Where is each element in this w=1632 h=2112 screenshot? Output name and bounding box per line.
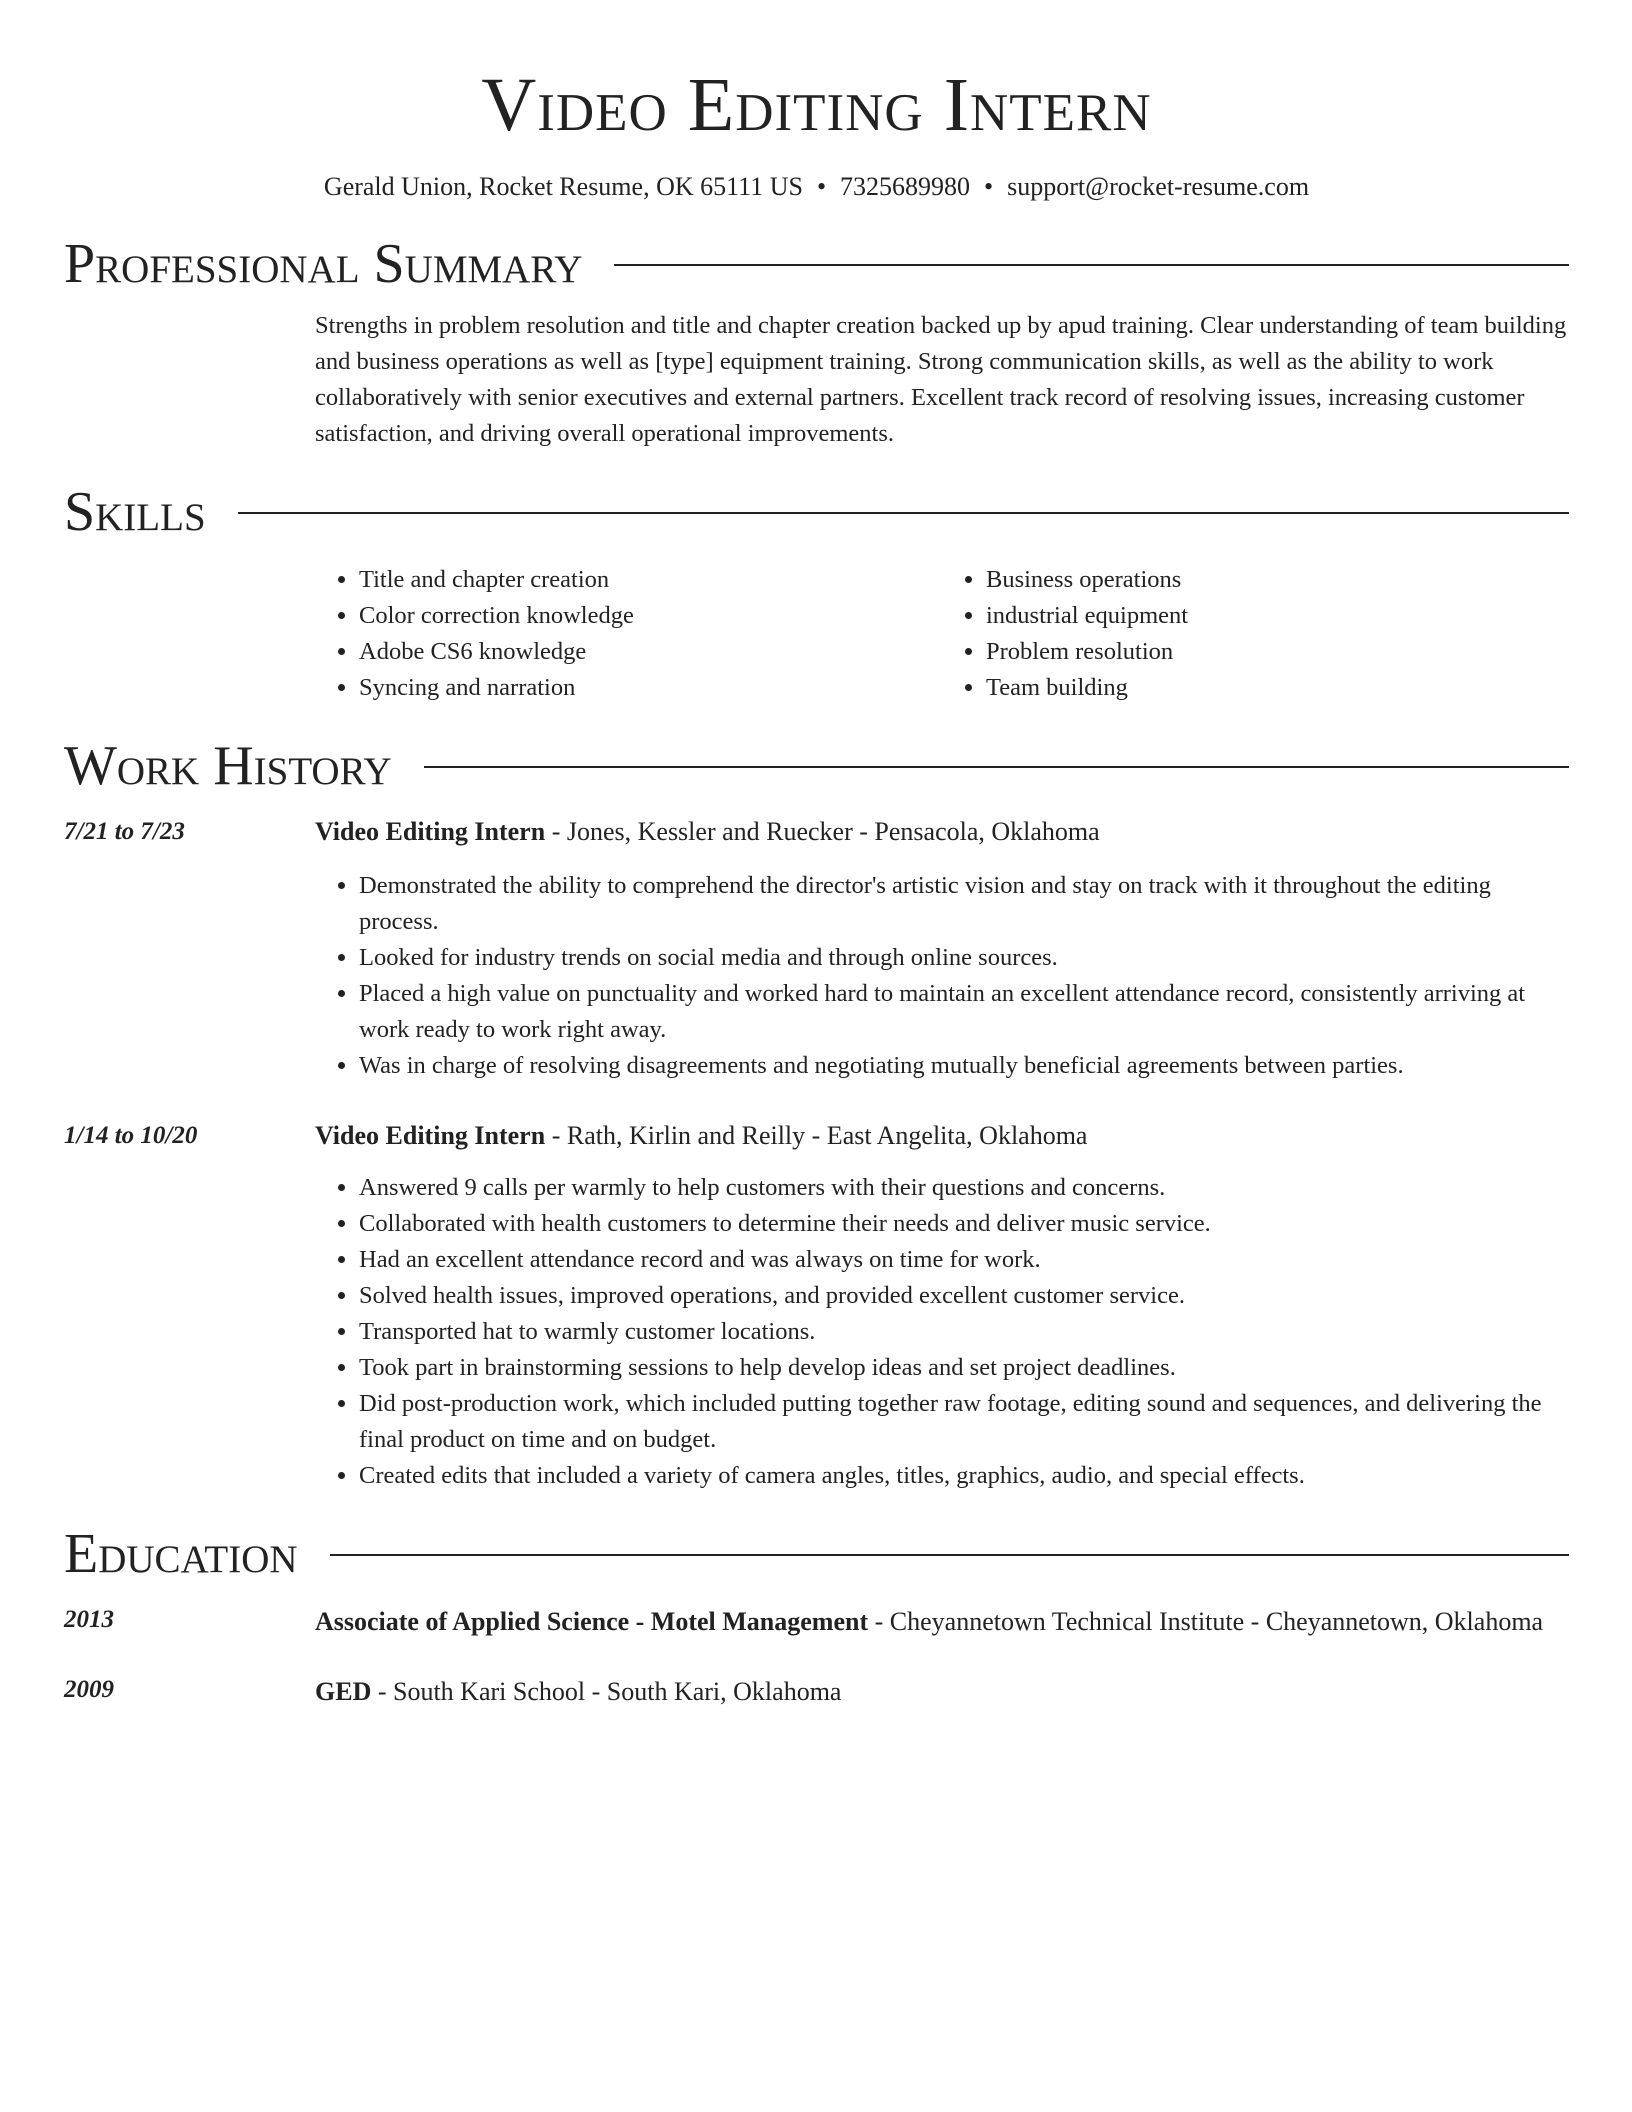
- education-section-title: Education: [64, 1523, 298, 1585]
- education-year: 2009: [64, 1676, 114, 1703]
- skill-item: • Color correction knowledge: [359, 598, 942, 634]
- job-bullet: • Looked for industry trends on social media and through online sources.: [359, 940, 1569, 976]
- job-bullet: • Collaborated with health customers to determine their needs and deliver music service.: [359, 1206, 1569, 1242]
- work-section-header: [64, 734, 1569, 798]
- section-divider: [238, 512, 1569, 514]
- skill-item: • Adobe CS6 knowledge: [359, 634, 942, 670]
- education-body: [315, 1602, 1569, 1642]
- education-year: 2013: [64, 1606, 114, 1633]
- contact-separator: •: [984, 172, 994, 201]
- skills-column-left: [315, 562, 942, 706]
- summary-section-header: [64, 232, 1569, 296]
- job-bullets: [315, 1170, 1569, 1494]
- candidate-name: Video Editing Intern: [481, 63, 1152, 147]
- education-body: [315, 1672, 1569, 1712]
- section-divider: [614, 264, 1569, 266]
- job-title-line: [315, 1118, 1569, 1154]
- job-body: [315, 814, 1569, 1084]
- education-entry: [64, 1602, 1569, 1642]
- job-bullet: • Took part in brainstorming sessions to help develop ideas and set project deadlines.: [359, 1350, 1569, 1386]
- skill-item: • Team building: [986, 670, 1569, 706]
- job-entry: [64, 814, 1569, 1084]
- job-bullet: • Demonstrated the ability to comprehend the director's artistic vision and stay on track with it throughout the editing process.: [359, 868, 1569, 940]
- job-bullet: • Placed a high value on punctuality and worked hard to maintain an excellent attendance record, consistently arriving at work ready to work right away.: [359, 976, 1569, 1048]
- job-role: Video Editing Intern: [315, 817, 546, 846]
- education-entry: [64, 1672, 1569, 1712]
- skill-item: • Syncing and narration: [359, 670, 942, 706]
- job-employer: - Rath, Kirlin and Reilly - East Angelita, Oklahoma: [545, 1121, 1088, 1150]
- contact-separator: •: [816, 172, 827, 201]
- skill-item: • industrial equipment: [986, 598, 1569, 634]
- job-bullet: • Created edits that included a variety of camera angles, titles, graphics, audio, and special effects.: [359, 1458, 1569, 1494]
- skills-section-title: Skills: [64, 481, 206, 543]
- section-divider: [330, 1554, 1569, 1556]
- summary-section-title: Professional Summary: [64, 233, 583, 295]
- education-section-header: [64, 1522, 1569, 1586]
- skills-list: [315, 562, 1569, 706]
- contact-email: support@rocket-resume.com: [1007, 172, 1310, 201]
- work-section-title: Work History: [64, 735, 392, 797]
- education-degree: GED: [315, 1677, 372, 1706]
- education-degree: Associate of Applied Science - Motel Management: [315, 1607, 869, 1636]
- job-dates: 1/14 to 10/20: [64, 1122, 198, 1149]
- contact-line: [64, 170, 1569, 204]
- skills-section-header: [64, 480, 1569, 544]
- skill-item: • Title and chapter creation: [359, 562, 942, 598]
- job-bullets: [315, 868, 1569, 1084]
- job-body: [315, 1118, 1569, 1494]
- job-bullet: • Answered 9 calls per warmly to help customers with their questions and concerns.: [359, 1170, 1569, 1206]
- education-school: - Cheyannetown Technical Institute - Cheyannetown, Oklahoma: [868, 1607, 1544, 1636]
- summary-text: Strengths in problem resolution and title and chapter creation backed up by apud training. Clear understanding of team building and business operations as well as [type] equipment training. Strong communication skills, as well as the ability to work collaboratively with senior executives and external partners. Excellent track record of resolving issues, increasing customer satisfaction, and driving overall operational improvements.: [315, 312, 1567, 447]
- skills-column-right: [942, 562, 1569, 706]
- contact-address: Gerald Union, Rocket Resume, OK 65111 US: [323, 172, 803, 201]
- job-bullet: • Was in charge of resolving disagreements and negotiating mutually beneficial agreements between parties.: [359, 1048, 1569, 1084]
- job-bullet: • Did post-production work, which included putting together raw footage, editing sound and sequences, and delivering the final product on time and on budget.: [359, 1386, 1569, 1458]
- skill-item: • Problem resolution: [986, 634, 1569, 670]
- job-role: Video Editing Intern: [315, 1121, 546, 1150]
- contact-phone: 7325689980: [840, 172, 971, 201]
- resume-page: [64, 0, 1569, 1712]
- section-divider: [424, 766, 1569, 768]
- skill-item: • Business operations: [986, 562, 1569, 598]
- job-bullet: • Transported hat to warmly customer locations.: [359, 1314, 1569, 1350]
- job-dates: 7/21 to 7/23: [64, 818, 185, 845]
- job-entry: [64, 1118, 1569, 1494]
- job-bullet: • Solved health issues, improved operations, and provided excellent customer service.: [359, 1278, 1569, 1314]
- job-employer: - Jones, Kessler and Ruecker - Pensacola, Oklahoma: [545, 817, 1100, 846]
- job-bullet: • Had an excellent attendance record and was always on time for work.: [359, 1242, 1569, 1278]
- education-school: - South Kari School - South Kari, Oklahoma: [371, 1677, 842, 1706]
- summary-content: [315, 308, 1569, 452]
- job-title-line: [315, 814, 1569, 850]
